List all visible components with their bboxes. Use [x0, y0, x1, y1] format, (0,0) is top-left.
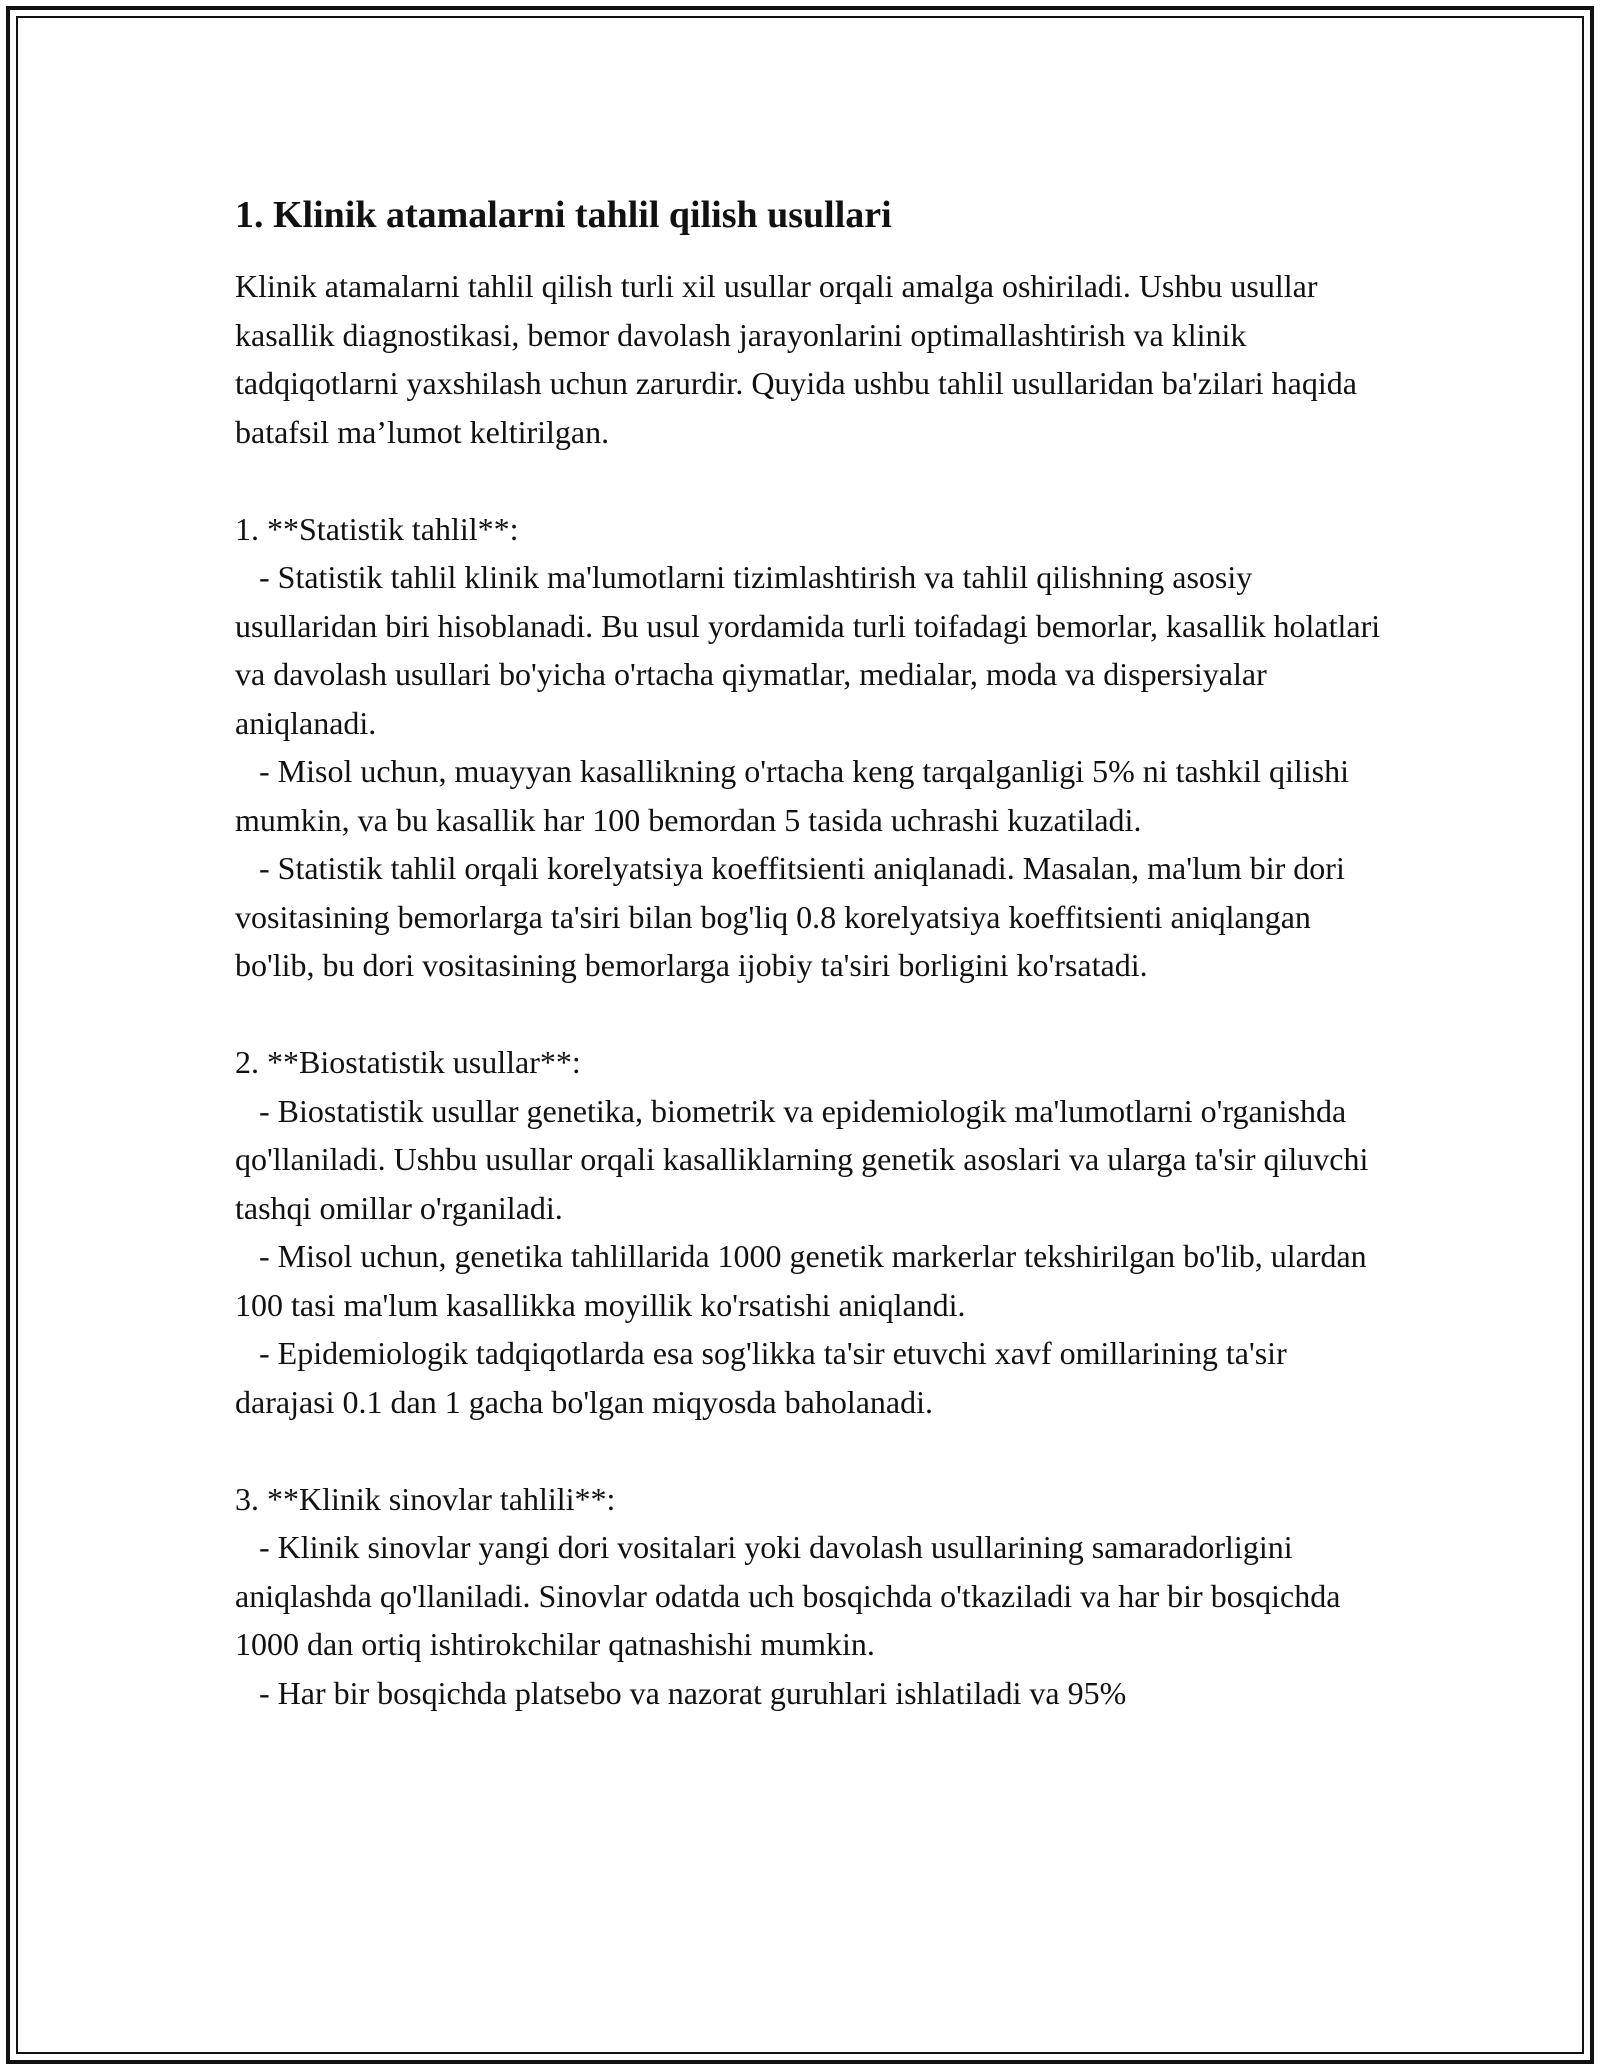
spacer: [235, 990, 1385, 1039]
page-title: 1. Klinik atamalarni tahlil qilish usullari: [235, 194, 892, 236]
section-biostatistik: [235, 1038, 1385, 1426]
intro-paragraph: Klinik atamalarni tahlil qilish turli xil usullar orqali amalga oshiriladi. Ushbu usullar kasallik diagnostikasi, bemor davolash jarayonlarini optimallashtirish va klinik tadqiqotlarni yaxshilash uchun zarurdir. Quyida ushbu tahlil usullaridan ba'zilari haqida batafsil ma’lumot keltirilgan.: [235, 268, 1365, 450]
section-item: - Har bir bosqichda platsebo va nazorat guruhlari ishlatiladi va 95%: [235, 1674, 1127, 1711]
section-title: 1. **Statistik tahlil**:: [235, 510, 519, 547]
section-title: 2. **Biostatistik usullar**:: [235, 1044, 581, 1080]
section-item: - Statistik tahlil klinik ma'lumotlarni tizimlashtirish va tahlil qilishning asosiy usullaridan biri hisoblanadi. Bu usul yordamida turli toifadagi bemorlar, kasallik holatlari va davolash usullari bo'yicha o'rtacha qiymatlar, medialar, moda va dispersiyalar aniqlanadi.: [235, 559, 1389, 741]
section-item: - Epidemiologik tadqiqotlarda esa sog'likka ta'sir etuvchi xavf omillarining ta'sir darajasi 0.1 dan 1 gacha bo'lgan miqyosda baholanadi.: [235, 1335, 1295, 1420]
section-item: - Klinik sinovlar yangi dori vositalari yoki davolash usullarining samaradorligini aniqlashda qo'llaniladi. Sinovlar odatda uch bosqichda o'tkaziladi va har bir bosqichda 1000 dan ortiq ishtirokchilar qatnashishi mumkin.: [235, 1529, 1349, 1662]
section-item: - Biostatistik usullar genetika, biometrik va epidemiologik ma'lumotlarni o'rganishda qo'llaniladi. Ushbu usullar orqali kasalliklarning genetik asoslari va ularga ta'sir qiluvchi tashqi omillar o'rganiladi.: [235, 1092, 1377, 1226]
section-item: - Misol uchun, genetika tahlillarida 1000 genetik markerlar tekshirilgan bo'lib, ulardan 100 tasi ma'lum kasallikka moyillik ko'rsatishi aniqlandi.: [235, 1238, 1375, 1323]
section-item: - Misol uchun, muayyan kasallikning o'rtacha keng tarqalganligi 5% ni tashkil qilishi mumkin, va bu kasallik har 100 bemordan 5 tasida uchrashi kuzatiladi.: [235, 753, 1357, 838]
section-title: 3. **Klinik sinovlar tahlili**:: [235, 1480, 616, 1517]
spacer: [235, 456, 1385, 505]
section-klinik-sinovlar: [235, 1475, 1385, 1718]
section-item: - Statistik tahlil orqali korelyatsiya koeffitsienti aniqlanadi. Masalan, ma'lum bir dori vositasining bemorlarga ta'siri bilan bog'liq 0.8 korelyatsiya koeffitsienti aniqlangan bo'lib, bu dori vositasining bemorlarga ijobiy ta'siri borligini ko'rsatadi.: [235, 850, 1353, 983]
spacer: [235, 1426, 1385, 1475]
section-statistik: [235, 505, 1389, 990]
document-body: [235, 188, 1389, 1717]
